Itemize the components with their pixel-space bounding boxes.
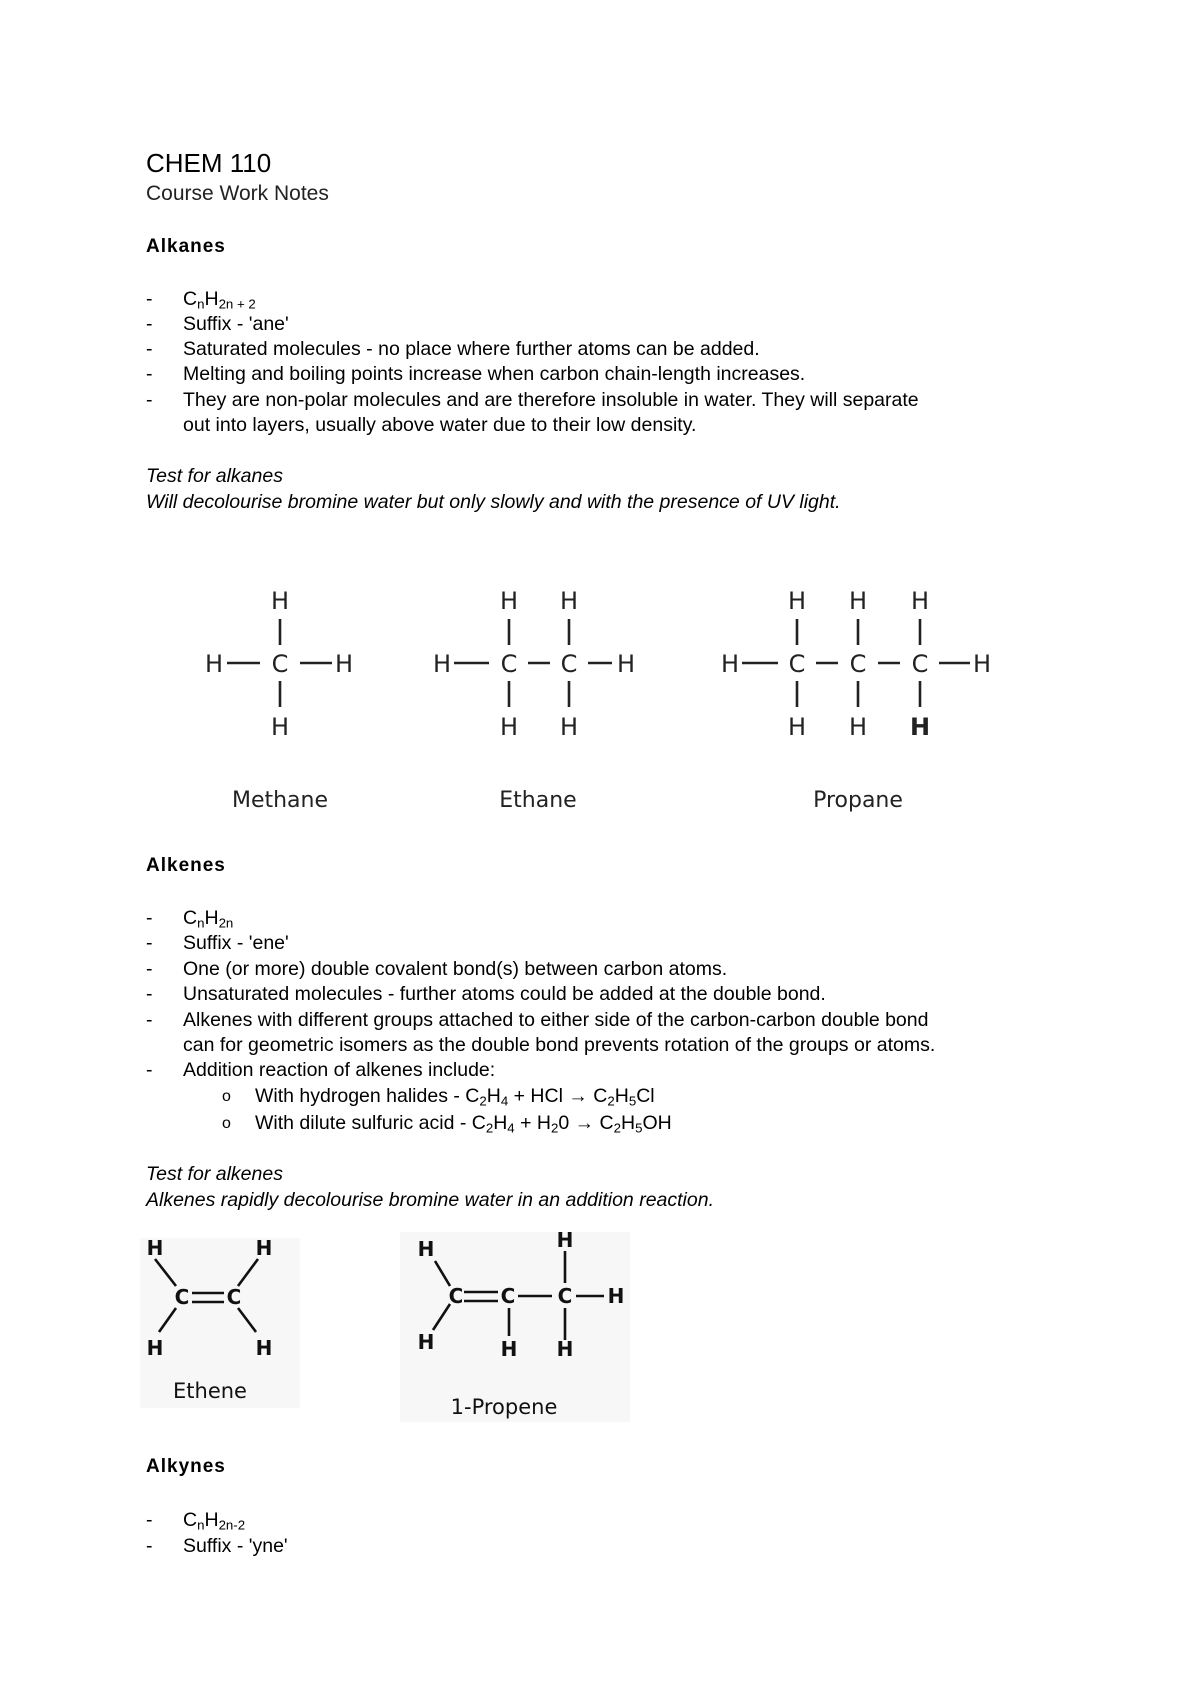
atom-h: H: [909, 713, 931, 741]
alkanes-bullet-continued: out into layers, usually above water due to their low density.: [183, 414, 697, 436]
ethane-label: Ethane: [499, 788, 577, 813]
propene-structure-diagram: [400, 1232, 630, 1422]
atom-c: C: [849, 650, 867, 678]
alkynes-heading: Alkynes: [146, 1456, 226, 1477]
bullet-dash: -: [146, 907, 153, 929]
atom-h: H: [559, 587, 579, 615]
arrow-icon: →: [574, 1112, 595, 1134]
atom-h: H: [204, 650, 224, 678]
propane-label: Propane: [813, 788, 903, 813]
alkanes-test-heading: Test for alkanes: [146, 465, 283, 487]
propene-label: 1-Propene: [450, 1395, 558, 1419]
reaction-sulfuric-acid: With dilute sulfuric acid - $C_2H_4 + H_20 \to C_2H_5OH$: [255, 1112, 672, 1136]
atom-c: C: [174, 1285, 190, 1309]
atom-h: H: [720, 650, 740, 678]
alkenes-bullet: Unsaturated molecules - further atoms could be added at the double bond.: [183, 983, 826, 1005]
alkanes-heading: Alkanes: [146, 236, 226, 257]
atom-h: H: [270, 713, 290, 741]
reaction-hydrogen-halides: With hydrogen halides - $C_2H_4$ + HCl → $C_2H_5Cl$: [255, 1085, 655, 1109]
page-subtitle: Course Work Notes: [146, 182, 329, 205]
bullet-dash: -: [146, 1009, 153, 1031]
atom-h: H: [972, 650, 992, 678]
atom-h: H: [787, 713, 807, 741]
atom-h: H: [787, 587, 807, 615]
ethene-label: Ethene: [173, 1379, 247, 1403]
sub-bullet-marker: o: [222, 1088, 231, 1105]
bullet-dash: -: [146, 1535, 153, 1557]
alkenes-bullet: Alkenes with different groups attached to either side of the carbon-carbon double bond: [183, 1009, 929, 1031]
atom-c: C: [788, 650, 806, 678]
bullet-dash: -: [146, 363, 153, 385]
alkynes-bullet: Suffix - 'yne': [183, 1535, 288, 1557]
atom-h: H: [417, 1330, 435, 1354]
alkanes-bullet: Saturated molecules - no place where further atoms can be added.: [183, 338, 760, 360]
atom-h: H: [556, 1337, 574, 1361]
bullet-dash: -: [146, 389, 153, 411]
atom-h: H: [499, 713, 519, 741]
atom-h: H: [848, 713, 868, 741]
atom-h: H: [334, 650, 354, 678]
alkanes-bullet: They are non-polar molecules and are therefore insoluble in water. They will separate: [183, 389, 919, 411]
alkenes-bullet: Addition reaction of alkenes include:: [183, 1059, 496, 1081]
atom-c: C: [911, 650, 929, 678]
alkane-structures-diagram: [190, 575, 1020, 815]
atom-h: H: [556, 1232, 574, 1252]
atom-h: H: [255, 1238, 273, 1260]
methane-label: Methane: [231, 788, 329, 813]
atom-h: H: [607, 1284, 625, 1308]
arrow-icon: →: [568, 1085, 588, 1107]
alkanes-bullet: Suffix - 'ane': [183, 313, 289, 335]
bullet-dash: -: [146, 983, 153, 1005]
alkanes-bullet: Melting and boiling points increase when carbon chain-length increases.: [183, 363, 806, 385]
atom-h: H: [616, 650, 636, 678]
alkenes-test-heading: Test for alkenes: [146, 1163, 283, 1185]
bullet-dash: -: [146, 1509, 153, 1531]
atom-c: C: [500, 1284, 516, 1308]
atom-h: H: [499, 587, 519, 615]
ethene-structure-diagram: [140, 1238, 300, 1408]
atom-h: H: [848, 587, 868, 615]
alkenes-bullet: One (or more) double covalent bond(s) between carbon atoms.: [183, 958, 728, 980]
atom-c: C: [560, 650, 578, 678]
atom-h: H: [910, 587, 930, 615]
bullet-dash: -: [146, 288, 153, 310]
page-title: CHEM 110: [146, 148, 272, 178]
atom-c: C: [271, 650, 289, 678]
alkynes-formula: $C_nH_{2n-2}$: [183, 1509, 246, 1533]
atom-h: H: [559, 713, 579, 741]
alkanes-test-text: Will decolourise bromine water but only slowly and with the presence of UV light.: [146, 491, 841, 513]
atom-c: C: [557, 1284, 573, 1308]
atom-h: H: [255, 1336, 273, 1360]
atom-h: H: [146, 1238, 164, 1260]
atom-h: H: [270, 587, 290, 615]
alkenes-heading: Alkenes: [146, 855, 226, 876]
bullet-dash: -: [146, 338, 153, 360]
atom-h: H: [146, 1336, 164, 1360]
bullet-dash: -: [146, 1059, 153, 1081]
atom-h: H: [417, 1237, 435, 1261]
atom-c: C: [500, 650, 518, 678]
alkenes-bullet: Suffix - 'ene': [183, 932, 289, 954]
sub-bullet-marker: o: [222, 1115, 231, 1132]
alkenes-test-text: Alkenes rapidly decolourise bromine water in an addition reaction.: [146, 1189, 714, 1211]
alkenes-formula: $C_nH_{2n}$: [183, 907, 234, 931]
alkanes-formula: $C_nH_{2n + 2}$: [183, 288, 256, 312]
bullet-dash: -: [146, 932, 153, 954]
bullet-dash: -: [146, 958, 153, 980]
atom-c: C: [448, 1284, 464, 1308]
atom-h: H: [500, 1337, 518, 1361]
atom-h: H: [432, 650, 452, 678]
alkenes-bullet-continued: can for geometric isomers as the double bond prevents rotation of the groups or atoms.: [183, 1034, 936, 1056]
bullet-dash: -: [146, 313, 153, 335]
atom-c: C: [226, 1285, 242, 1309]
